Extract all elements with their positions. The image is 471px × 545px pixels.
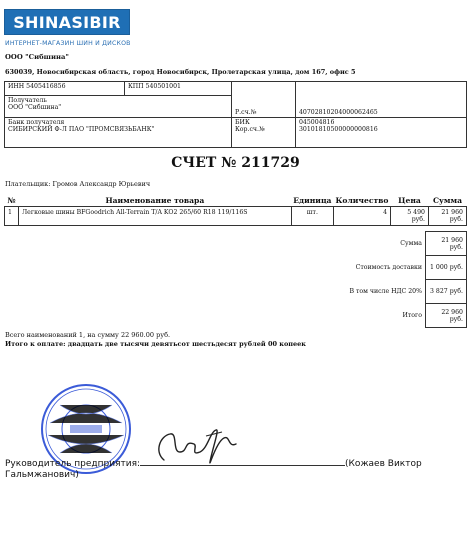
amount-in-words: Итого к оплате: двадцать две тысячи девятьсот шестьдесят рублей 00 копеек [5,340,307,348]
invoice-title: СЧЕТ № 211729 [171,155,300,171]
total-value-delivery: 1 000 руб. [426,256,467,280]
col-header-num: № [5,195,19,207]
total-value-vat: 3 827 руб. [426,280,467,304]
director-name: (Кожаев Виктор Гальмжанович) [5,459,422,480]
row-unit: шт. [291,207,333,226]
col-header-price: Цена [391,195,429,207]
col-header-qty: Количество [335,196,389,205]
total-label-sum: Сумма [400,240,422,247]
bank-label: Банк получателя [8,119,65,126]
col-header-name: Наименование товара [19,195,292,207]
row-qty: 4 [333,207,390,226]
total-value-sum: 21 960 руб. [426,232,467,256]
row-num: 1 [5,207,19,226]
logo-tagline: ИНТЕРНЕТ-МАГАЗИН ШИН И ДИСКОВ [5,40,131,47]
row-sum: 21 960 руб. [429,207,467,226]
table-row [5,207,467,226]
bank-details-table [4,81,467,148]
kpp-cell: КПП 540501001 [125,82,232,96]
signature-underline [140,457,345,466]
bik-value: 045004816 [299,119,335,126]
row-name: Легковые шины BFGoodrich All-Terrain T/A KO2 265/60 R18 119/116S [19,207,292,226]
director-line [5,457,465,481]
bank-name-cell [5,118,232,148]
bank-name: СИБИРСКИЙ Ф-Л ПАО "ПРОМСВЯЗЬБАНК" [8,126,155,133]
bik-label: БИК [235,119,250,126]
total-label-grand: Итого [402,312,422,319]
payer-line: Плательщик: Громов Александр Юрьевич [5,180,151,188]
signature-stroke-2 [206,432,222,436]
recipient-label: Получатель [8,97,47,104]
bik-corr-labels [232,118,296,148]
account-number: 40702810204000062465 [296,96,467,118]
recipient-name: ООО "Сибшина" [8,104,62,111]
row-price: 5 490 руб. [391,207,429,226]
director-label: Руководитель предприятия: [5,459,141,469]
supplier-address: 630039, Новосибирская область, город Новосибирск, Пролетарская улица, дом 167, офис 5 [5,68,356,76]
items-table [4,195,467,226]
bik-corr-values [296,118,467,148]
col-header-sum: Сумма [429,195,467,207]
inn-cell: ИНН 5405416856 [5,82,125,96]
totals-table [4,231,467,328]
total-label-delivery: Стоимость доставки [355,264,422,271]
stamp-center-text-area [70,425,102,433]
corr-value: 30101810500000000816 [299,126,378,133]
items-count-line: Всего наименований 1, на сумму 22 960.00 руб. [5,331,171,339]
company-logo: SHINASIBIR [4,9,130,35]
recipient-cell [5,96,232,118]
total-label-vat: В том числе НДС 20% [349,288,422,295]
col-header-unit: Единица [293,196,332,205]
account-label: Р.сч.№ [232,96,296,118]
total-value-grand: 22 960 руб. [426,304,467,328]
corr-label: Кор.сч.№ [235,126,265,133]
supplier-name: ООО "Сибшина" [5,53,69,61]
